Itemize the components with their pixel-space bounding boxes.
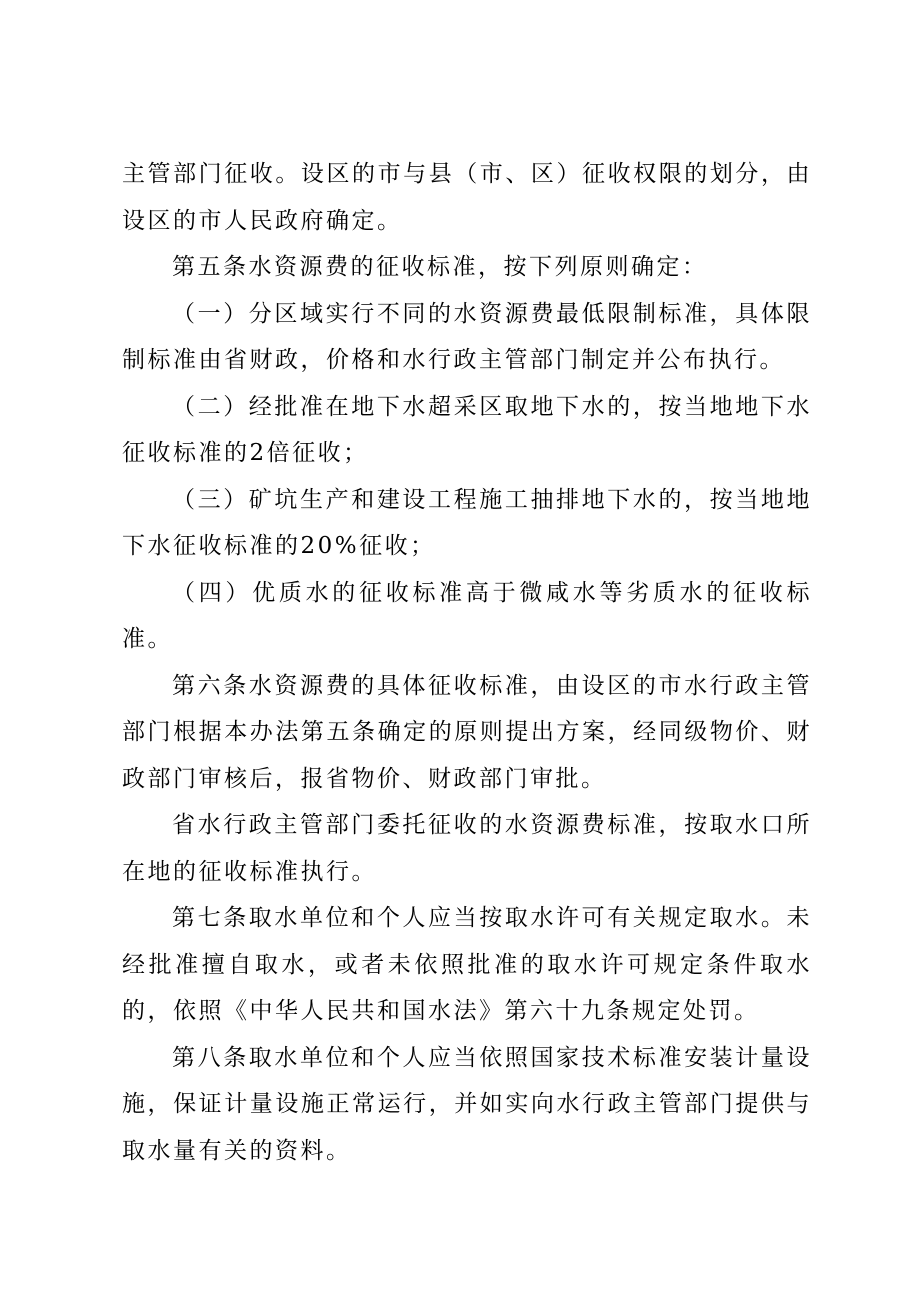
paragraph-article-6-note: 省水行政主管部门委托征收的水资源费标准，按取水口所在地的征收标准执行。	[122, 812, 812, 885]
paragraph-article-5: 第五条水资源费的征收标准，按下列原则确定：	[172, 254, 708, 280]
paragraph-item-2: （二）经批准在地下水超采区取地下水的，按当地地下水征收标准的2倍征收；	[122, 393, 812, 466]
paragraph-article-7: 第七条取水单位和个人应当按取水许可有关规定取水。未经批准擅自取水，或者未依照批准的取水许可规定条件取水的，依照《中华人民共和国水法》第六十九条规定处罚。	[122, 905, 812, 1024]
paragraph-article-8: 第八条取水单位和个人应当依照国家技术标准安装计量设施，保证计量设施正常运行，并如实向水行政主管部门提供与取水量有关的资料。	[122, 1044, 812, 1164]
document-page	[122, 151, 812, 1174]
paragraph-item-1: （一）分区域实行不同的水资源费最低限制标准，具体限制标准由省财政，价格和水行政主管部门制定并公布执行。	[122, 300, 812, 373]
paragraph-1: 主管部门征收。设区的市与县（市、区）征收权限的划分，由设区的市人民政府确定。	[122, 161, 812, 234]
paragraph-article-6: 第六条水资源费的具体征收标准，由设区的市水行政主管部门根据本办法第五条确定的原则提出方案，经同级物价、财政部门审核后，报省物价、财政部门审批。	[122, 672, 812, 792]
paragraph-item-4: （四）优质水的征收标准高于微咸水等劣质水的征收标准。	[122, 579, 812, 652]
paragraph-item-3: （三）矿坑生产和建设工程施工抽排地下水的，按当地地下水征收标准的20%征收；	[122, 486, 812, 559]
